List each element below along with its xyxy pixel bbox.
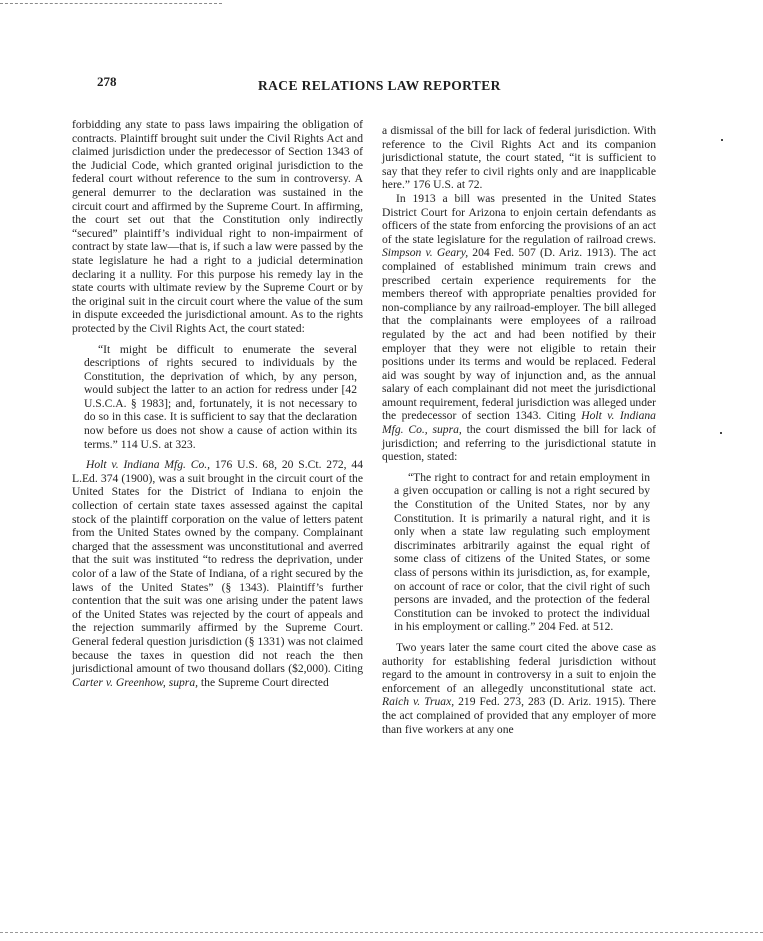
right-column [382, 124, 656, 736]
right-paragraph-3 [382, 641, 656, 736]
left-paragraph-1: forbidding any state to pass laws impairing the obligation of contracts. Plaintiff brought suit under the Civil Rights Act and claimed jurisdiction under the predecessor of Section 1343 of the Judicial Code, which granted original jurisdiction to the federal court without reference to the sum in controversy. A general demurrer to the declaration was sustained in the circuit court and affirmed by the Supreme Court. In affirming, the court set out that the Constitution only indirectly “secured” plaintiff’s individual right to non-impairment of contract by state law—that is, if such a law were passed by the state legislature he had a right to a judicial determination declaring it a nullity. For this purpose his remedy lay in the state courts with ultimate review by the Supreme Court or by the original suit in the circuit court where the value of the sum in dispute exceeded the jurisdictional amount. As to the rights protected by the Civil Rights Act, the court stated: [72, 118, 363, 335]
right-paragraph-2 [382, 192, 656, 464]
scan-speck [720, 432, 722, 434]
right-paragraph-2-text-a: In 1913 a bill was presented in the United States District Court for Arizona to enjoin certain defendants as officers of the state from enforcing the provisions of an act of the state legislature for the regulation of railroad crews. [382, 191, 656, 246]
page-number: 278 [97, 74, 117, 89]
running-head: RACE RELATIONS LAW REPORTER [258, 78, 501, 93]
right-paragraph-3-text-a: Two years later the same court cited the above case as authority for establishing federal jurisdiction without regard to the amount in controversy in a suit to enjoin the enforcement of an allegedly unconstitutional state act. [382, 640, 656, 695]
case-name-holt-supra: Holt v. Indiana Mfg. Co., supra, [382, 409, 656, 437]
left-paragraph-2-text-b: the Supreme Court directed [198, 675, 329, 689]
right-paragraph-3-text-b: 219 Fed. 273, 283 (D. Ariz. 1915). There the act complained of provided that any employer of more than five workers at any one [382, 695, 656, 736]
right-block-quote: “The right to contract for and retain employment in a given occupation or calling is not a right secured by the Constitution of the United States, nor by any Constitution. It is primarily a natural right, and it is only when a state law regulating such employment discriminates arbitrarily against the equal right of some class of citizens of the United States, or some class of persons within its jurisdiction, as, for example, on account of race or color, that the civil right of such persons are invaded, and the protection of the federal Constitution can be invoked to protect the individual in his employment or calling.” 204 Fed. at 512. [394, 470, 650, 634]
right-paragraph-2-text-c: the court dismissed the bill for lack of jurisdiction; and referring to the jurisdictional statute in question, stated: [382, 423, 656, 464]
left-block-quote: “It might be difficult to enumerate the several descriptions of rights secured to individuals by the Constitution, the deprivation of which, by any person, would subject the latter to an action for redress under [42 U.S.C.A. § 1983]; and, fortunately, it is not necessary to do so in this case. It is sufficient to say that the declaration now before us does not show a cause of action within its terms.” 114 U.S. at 323. [84, 342, 357, 451]
right-paragraph-1: a dismissal of the bill for lack of federal jurisdiction. With reference to the Civil Rights Act and its companion jurisdictional statute, the court stated, “it is sufficient to say that they refer to civil rights only and are inapplicable here.” 176 U.S. at 72. [382, 124, 656, 192]
case-name-holt: Holt v. Indiana Mfg. Co., [86, 458, 211, 472]
case-name-carter: Carter v. Greenhow, supra, [72, 675, 199, 689]
left-paragraph-2 [72, 458, 363, 689]
case-name-raich: Raich v. Truax, [382, 695, 455, 709]
top-dashed-border [0, 3, 222, 4]
right-paragraph-2-text-b: 204 Fed. 507 (D. Ariz. 1913). The act complained of established minimum train crews and prescribed certain experience requirements for the members thereof with appropriate penalties provided for non-compliance by any railroad-employer. The bill alleged that the complainants were employees of a railroad regulated by the act and had been notified by their employer that they were not eligible to retain their positions under its terms and would be replaced. Federal aid was sought by way of injunction and, as the annual salary of each complainant did not meet the jurisdictional amount requirement, federal jurisdiction was alleged under the predecessor of section 1343. Citing [382, 246, 656, 423]
left-column [72, 118, 363, 689]
case-name-simpson: Simpson v. Geary, [382, 246, 469, 260]
scan-speck [721, 139, 723, 141]
left-paragraph-2-text-a: 176 U.S. 68, 20 S.Ct. 272, 44 L.Ed. 374 (1900), was a suit brought in the circuit court of the United States for the District of Indiana to enjoin the collection of certain state taxes assessed against the capital stock of the plaintiff corporation on the value of letters patent from the United States owned by the company. Complainant charged that the assessment was unconstitutional and averred that the suit was instituted “to redress the deprivation, under color of a law of the State of Indiana, of a right secured by the laws of the United States” (§ 1343). Plaintiff’s further contention that the suit was one arising under the patent laws of the United States was rejected by the court of appeals and the rejection summarily affirmed by the Supreme Court. General federal question jurisdiction (§ 1331) was not claimed because the taxes in question did not reach the then jurisdictional amount of two thousand dollars ($2,000). Citing [72, 458, 364, 676]
bottom-dashed-border [0, 932, 763, 933]
